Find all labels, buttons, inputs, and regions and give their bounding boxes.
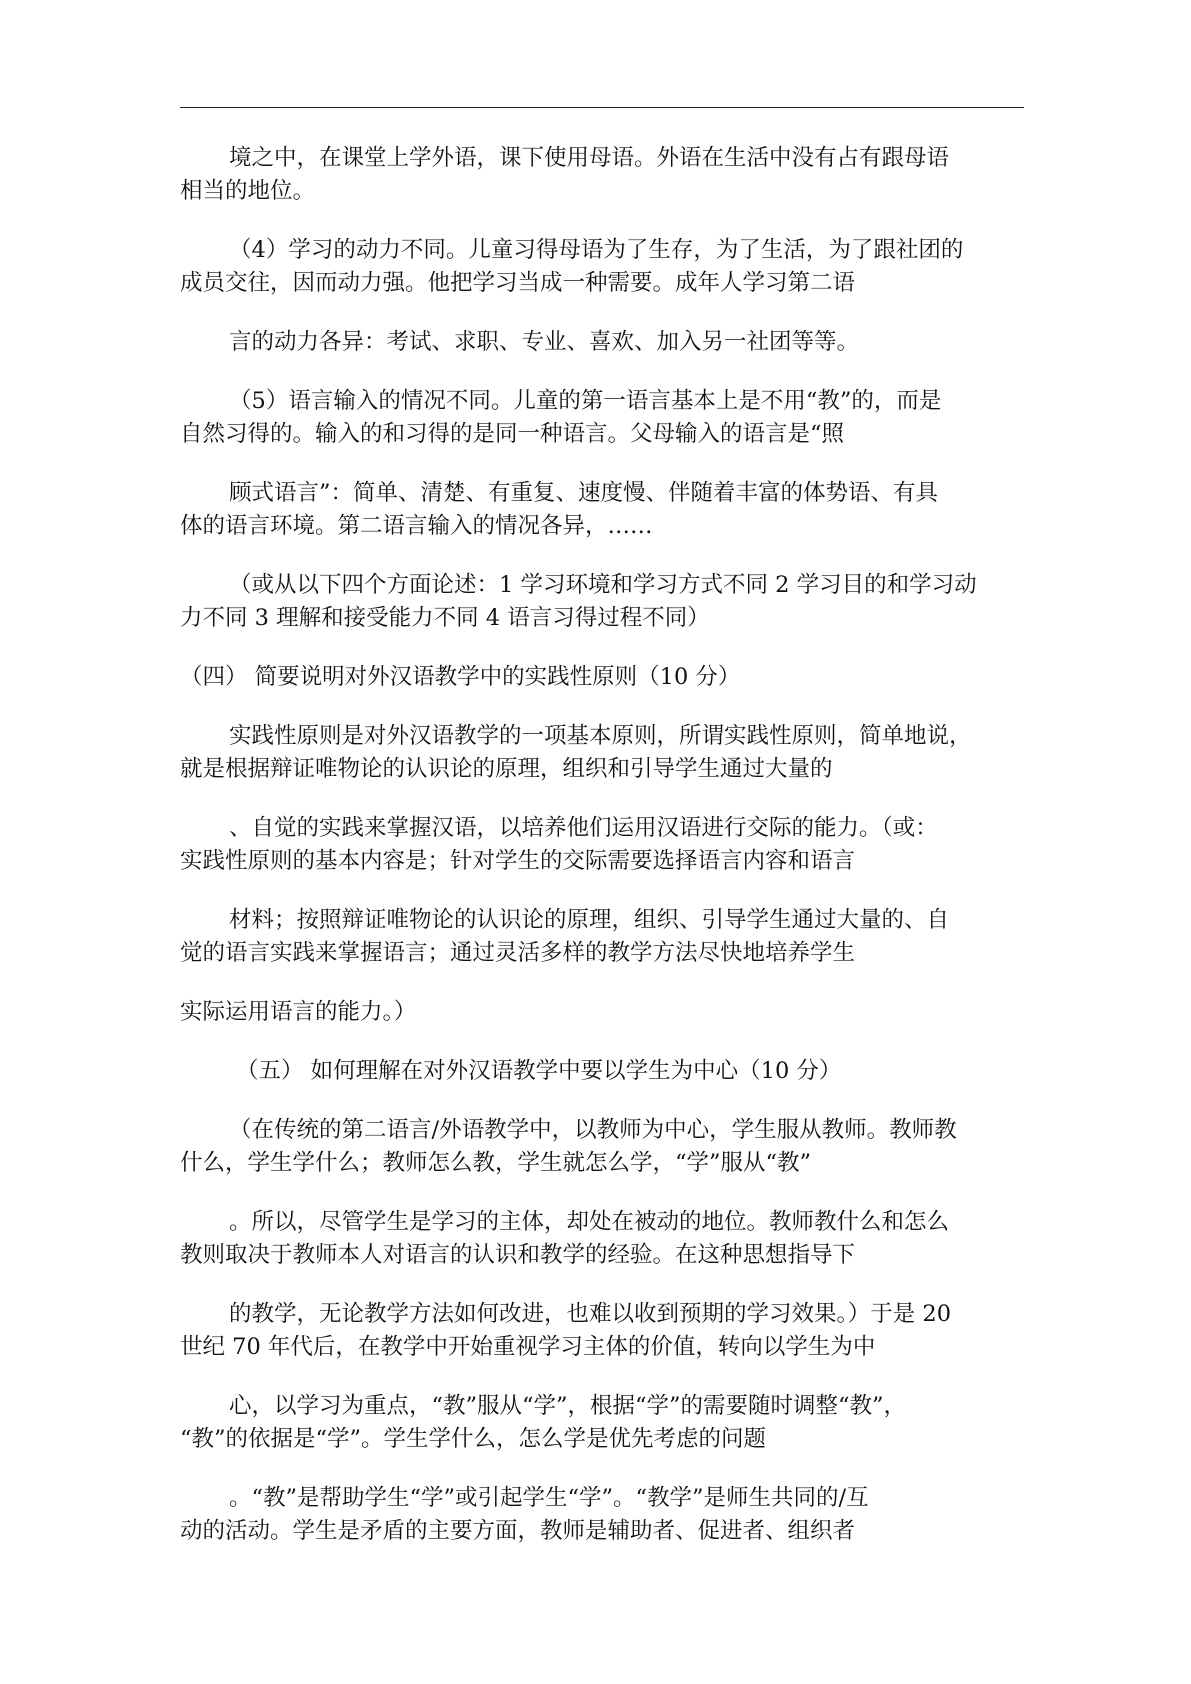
text-line: 就是根据辩证唯物论的认识论的原理，组织和引导学生通过大量的 bbox=[180, 756, 833, 782]
text-line: 相当的地位。 bbox=[180, 178, 316, 204]
text-line: “教”的依据是“学”。学生学什么，怎么学是优先考虑的问题 bbox=[180, 1426, 767, 1452]
text-line: 实践性原则是对外汉语教学的一项基本原则，所谓实践性原则，简单地说， bbox=[229, 723, 972, 749]
text-line: 体的语言环境。第二语言输入的情况各异，…… bbox=[180, 513, 653, 539]
text-line: 言的动力各异：考试、求职、专业、喜欢、加入另一社团等等。 bbox=[229, 329, 860, 355]
text-line: 力不同 3 理解和接受能力不同 4 语言习得过程不同） bbox=[180, 605, 710, 631]
header-rule bbox=[180, 107, 1024, 108]
text-line: （4）学习的动力不同。儿童习得母语为了生存，为了生活，为了跟社团的 bbox=[229, 237, 964, 263]
text-line: 什么，学生学什么；教师怎么教，学生就怎么学，“学”服从“教” bbox=[180, 1150, 812, 1176]
text-line: 成员交往，因而动力强。他把学习当成一种需要。成年人学习第二语 bbox=[180, 270, 856, 296]
text-line: （在传统的第二语言/外语教学中，以教师为中心，学生服从教师。教师教 bbox=[229, 1117, 957, 1143]
text-line: 顾式语言”：简单、清楚、有重复、速度慢、伴随着丰富的体势语、有具 bbox=[229, 480, 939, 506]
text-line: 。所以，尽管学生是学习的主体，却处在被动的地位。教师教什么和怎么 bbox=[229, 1209, 950, 1235]
text-line: 境之中，在课堂上学外语，课下使用母语。外语在生活中没有占有跟母语 bbox=[229, 145, 950, 171]
text-line: （或从以下四个方面论述：1 学习环境和学习方式不同 2 学习目的和学习动 bbox=[229, 572, 977, 598]
text-line: 世纪 70 年代后，在教学中开始重视学习主体的价值，转向以学生为中 bbox=[180, 1334, 876, 1360]
section-heading: （五） 如何理解在对外汉语教学中要以学生为中心（10 分） bbox=[236, 1058, 842, 1084]
text-line: 。“教”是帮助学生“学”或引起学生“学”。“教学”是师生共同的/互 bbox=[229, 1485, 869, 1511]
text-line: 的教学，无论教学方法如何改进，也难以收到预期的学习效果。）于是 20 bbox=[229, 1301, 952, 1327]
text-line: 教则取决于教师本人对语言的认识和教学的经验。在这种思想指导下 bbox=[180, 1242, 856, 1268]
text-line: 觉的语言实践来掌握语言；通过灵活多样的教学方法尽快地培养学生 bbox=[180, 940, 856, 966]
text-line: 实践性原则的基本内容是；针对学生的交际需要选择语言内容和语言 bbox=[180, 848, 856, 874]
text-line: 材料；按照辩证唯物论的认识论的原理，组织、引导学生通过大量的、自 bbox=[229, 907, 950, 933]
section-heading: （四） 简要说明对外汉语教学中的实践性原则（10 分） bbox=[180, 664, 741, 690]
text-line: 心，以学习为重点，“教”服从“学”，根据“学”的需要随时调整“教”， bbox=[229, 1393, 907, 1419]
text-line: 自然习得的。输入的和习得的是同一种语言。父母输入的语言是“照 bbox=[180, 421, 845, 447]
text-line: 实际运用语言的能力。） bbox=[180, 999, 417, 1025]
text-line: 动的活动。学生是矛盾的主要方面，教师是辅助者、促进者、组织者 bbox=[180, 1518, 856, 1544]
text-line: 、自觉的实践来掌握汉语，以培养他们运用汉语进行交际的能力。（或： bbox=[229, 815, 938, 841]
text-line: （5）语言输入的情况不同。儿童的第一语言基本上是不用“教”的，而是 bbox=[229, 388, 942, 414]
